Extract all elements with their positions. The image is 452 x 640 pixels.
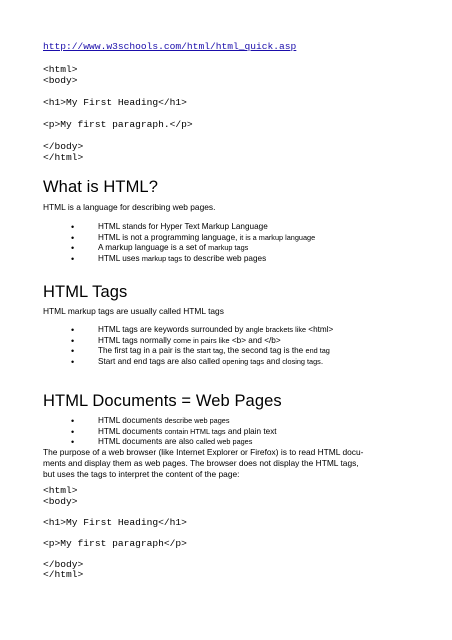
- code-line: <h1>My First Heading</h1>: [43, 97, 187, 108]
- item-text: and: [264, 356, 283, 366]
- code-line: <body>: [43, 75, 78, 86]
- item-text: HTML tags are keywords surrounded by: [98, 325, 246, 334]
- heading-html-documents: HTML Documents = Web Pages: [43, 392, 282, 410]
- item-text-small: come in pairs like: [173, 335, 230, 345]
- heading-html-tags: HTML Tags: [43, 283, 128, 301]
- item-text: HTML documents: [98, 416, 165, 425]
- item-text-small: opening tags: [222, 356, 265, 366]
- code-line: <p>My first paragraph.</p>: [43, 119, 193, 130]
- code-line: </body>: [43, 559, 84, 570]
- item-text: The first tag in a pair is the: [98, 346, 197, 356]
- code-line: <h1>My First Heading</h1>: [43, 517, 187, 528]
- item-text-small: end tag: [305, 346, 330, 356]
- code-line: <p>My first paragraph</p>: [43, 538, 187, 549]
- item-text: HTML stands for Hyper Text Markup Language: [98, 222, 268, 231]
- item-text: HTML is not a programming language,: [98, 232, 240, 242]
- item-text-small: start tag: [196, 346, 224, 356]
- list-item: [71, 243, 315, 254]
- list-item: [71, 346, 333, 357]
- item-text-small: closing tags: [282, 356, 321, 366]
- list-item: [71, 427, 277, 438]
- list-item: [71, 222, 315, 233]
- item-text: A markup language is a set of: [98, 243, 209, 253]
- item-text-small: describe web pages: [164, 416, 230, 425]
- code-line: <html>: [43, 64, 78, 75]
- paragraph: HTML markup tags are usually called HTML tags: [43, 306, 224, 316]
- item-text: to describe web pages: [181, 253, 267, 263]
- item-text-small: angle brackets like: [245, 325, 307, 334]
- list-item: [71, 416, 277, 427]
- w3schools-link[interactable]: http://www.w3schools.com/html/html_quick.asp: [43, 41, 297, 52]
- item-text: HTML tags normally: [98, 335, 174, 345]
- item-text-small: it is a markup language: [239, 232, 316, 242]
- list-item: [71, 325, 333, 336]
- item-text: HTML uses: [98, 253, 142, 263]
- item-text: .: [320, 356, 324, 366]
- item-text: HTML documents are also: [98, 437, 196, 447]
- paragraph: HTML is a language for describing web pages.: [43, 202, 216, 212]
- bullet-list: [71, 325, 333, 367]
- paragraph: [43, 447, 363, 480]
- heading-what-is-html: What is HTML?: [43, 178, 158, 196]
- code-line: </html>: [43, 569, 84, 580]
- list-item: [71, 233, 315, 244]
- bullet-list: [71, 416, 277, 448]
- code-line: <html>: [43, 485, 78, 496]
- item-text-small: markup tags: [208, 243, 249, 253]
- item-text-small: markup tags: [141, 253, 182, 263]
- code-line: </body>: [43, 141, 84, 152]
- item-text: , the second tag is the: [223, 346, 306, 356]
- list-item: [71, 357, 333, 368]
- item-text: <html>: [306, 325, 334, 334]
- item-text: HTML documents: [98, 426, 165, 436]
- paragraph-line: ments and display them as web pages. The browser does not display the HTML tags,: [43, 458, 359, 468]
- code-line: </html>: [43, 152, 84, 163]
- item-text: Start and end tags are also called: [98, 356, 223, 366]
- item-text-small: contain HTML tags: [164, 426, 226, 436]
- item-text: <b> and </b>: [229, 335, 281, 345]
- bullet-list: [71, 222, 315, 264]
- item-text-small: called web pages: [196, 437, 253, 447]
- item-text: and plain text: [225, 426, 277, 436]
- paragraph-line: but uses the tags to interpret the content of the page:: [43, 469, 240, 479]
- code-line: <body>: [43, 496, 78, 507]
- list-item: [71, 336, 333, 347]
- list-item: [71, 254, 315, 265]
- paragraph-line: The purpose of a web browser (like Internet Explorer or Firefox) is to read HTML docu-: [43, 447, 364, 457]
